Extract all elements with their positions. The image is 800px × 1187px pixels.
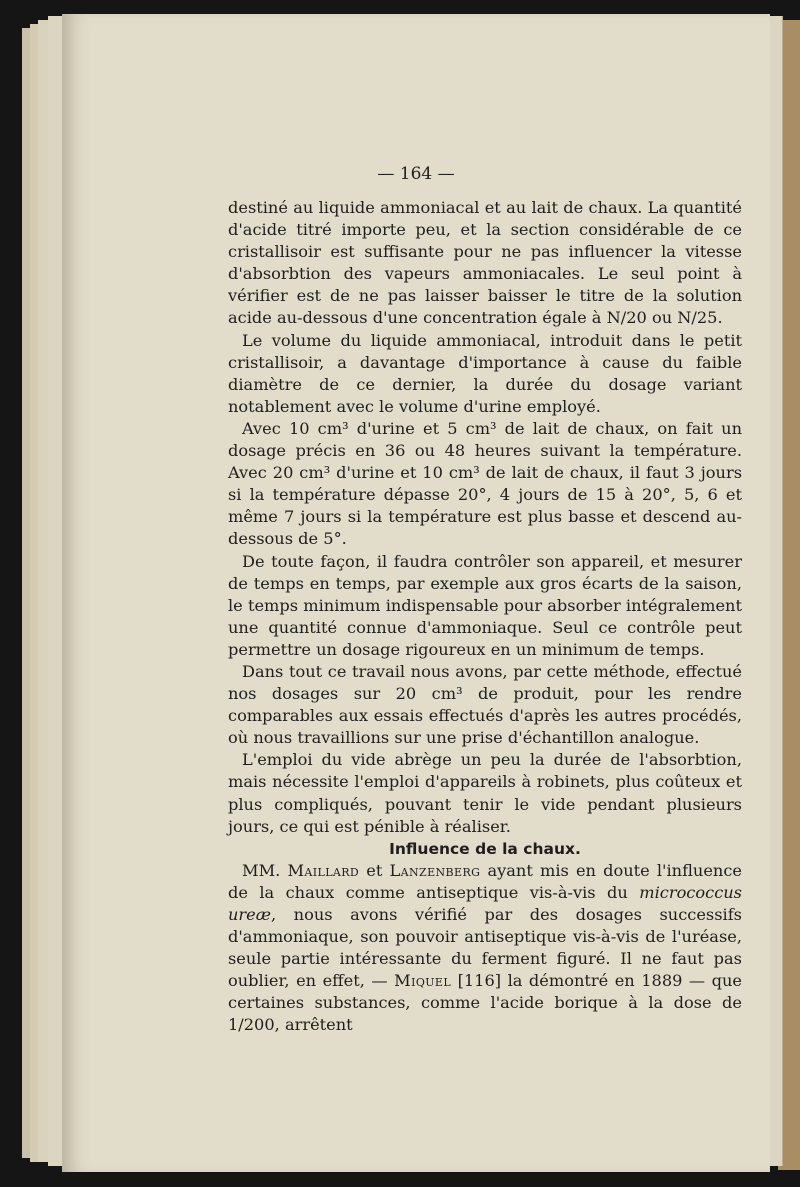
text-run: MM. [242,860,288,880]
paragraph: Le volume du liquide ammoniacal, introduit dans le petit cristallisoir, a davantage d'importance à cause du faible diamètre de ce dernier, la durée du dosage variant notablement avec le volume d'urine employé. [228,330,742,416]
page-body [228,197,742,1037]
paragraph: De toute façon, il faudra contrôler son appareil, et mesurer de temps en temps, par exemple aux gros écarts de la saison, le temps minimum indispensable pour absorber intégralement une quantité connue d'ammoniaque. Seul ce contrôle peut permettre un dosage rigoureux en un minimum de temps. [228,551,742,659]
text-run: et [359,860,390,880]
page-number: — 164 — [377,164,455,184]
section-heading: Influence de la chaux. [389,839,581,858]
paragraph: Avec 10 cm³ d'urine et 5 cm³ de lait de chaux, on fait un dosage précis en 36 ou 48 heures suivant la température. Avec 20 cm³ d'urine et 10 cm³ de lait de chaux, il faut 3 jours si la température dépasse 20°, 4 jours de 15 à 20°, 5, 6 et même 7 jours si la température est plus basse et descend au-dessous de 5°. [228,418,742,549]
species-name: micrococcus ureæ [228,882,742,924]
paragraph [228,860,742,1037]
author-name: Miquel [394,971,452,991]
paragraph: Dans tout ce travail nous avons, par cette méthode, effectué nos dosages sur 20 cm³ de produit, pour les rendre comparables aux essais effectués d'après les autres procédés, où nous travaillions sur une prise d'échantillon analogue. [228,661,742,748]
author-name: Lanzenberg [389,860,481,880]
text-run: , nous avons vérifié par des dosages successifs d'ammoniaque, son pouvoir antiseptique vis-à-vis de l'uréase, seule partie intéressante du ferment figuré. Il ne faut pas oublier, en effet, — [228,905,742,991]
author-name: Maillard [287,860,360,880]
text-run: ayant mis en doute l'influence de la chaux comme antiseptique vis-à-vis du [228,860,742,902]
paragraph: destiné au liquide ammoniacal et au lait de chaux. La quantité d'acide titré importe peu, et la section considérable de ce cristallisoir est suffisante pour ne pas influencer la vitesse d'absorbtion des vapeurs ammoniacales. Le seul point à vérifier est de ne pas laisser baisser le titre de la solution acide au-dessous d'une concentration égale à N/20 ou N/25. [228,198,742,328]
text-run: [116] la démontré en 1889 — que certaines substances, comme l'acide borique à la dose de 1/200, arrêtent [228,971,742,1035]
book-page [62,14,770,1172]
paragraph: L'emploi du vide abrège un peu la durée de l'absorbtion, mais nécessite l'emploi d'appareils à robinets, plus coûteux et plus compliqués, pouvant tenir le vide pendant plusieurs jours, ce qui est pénible à réaliser. [228,750,742,836]
